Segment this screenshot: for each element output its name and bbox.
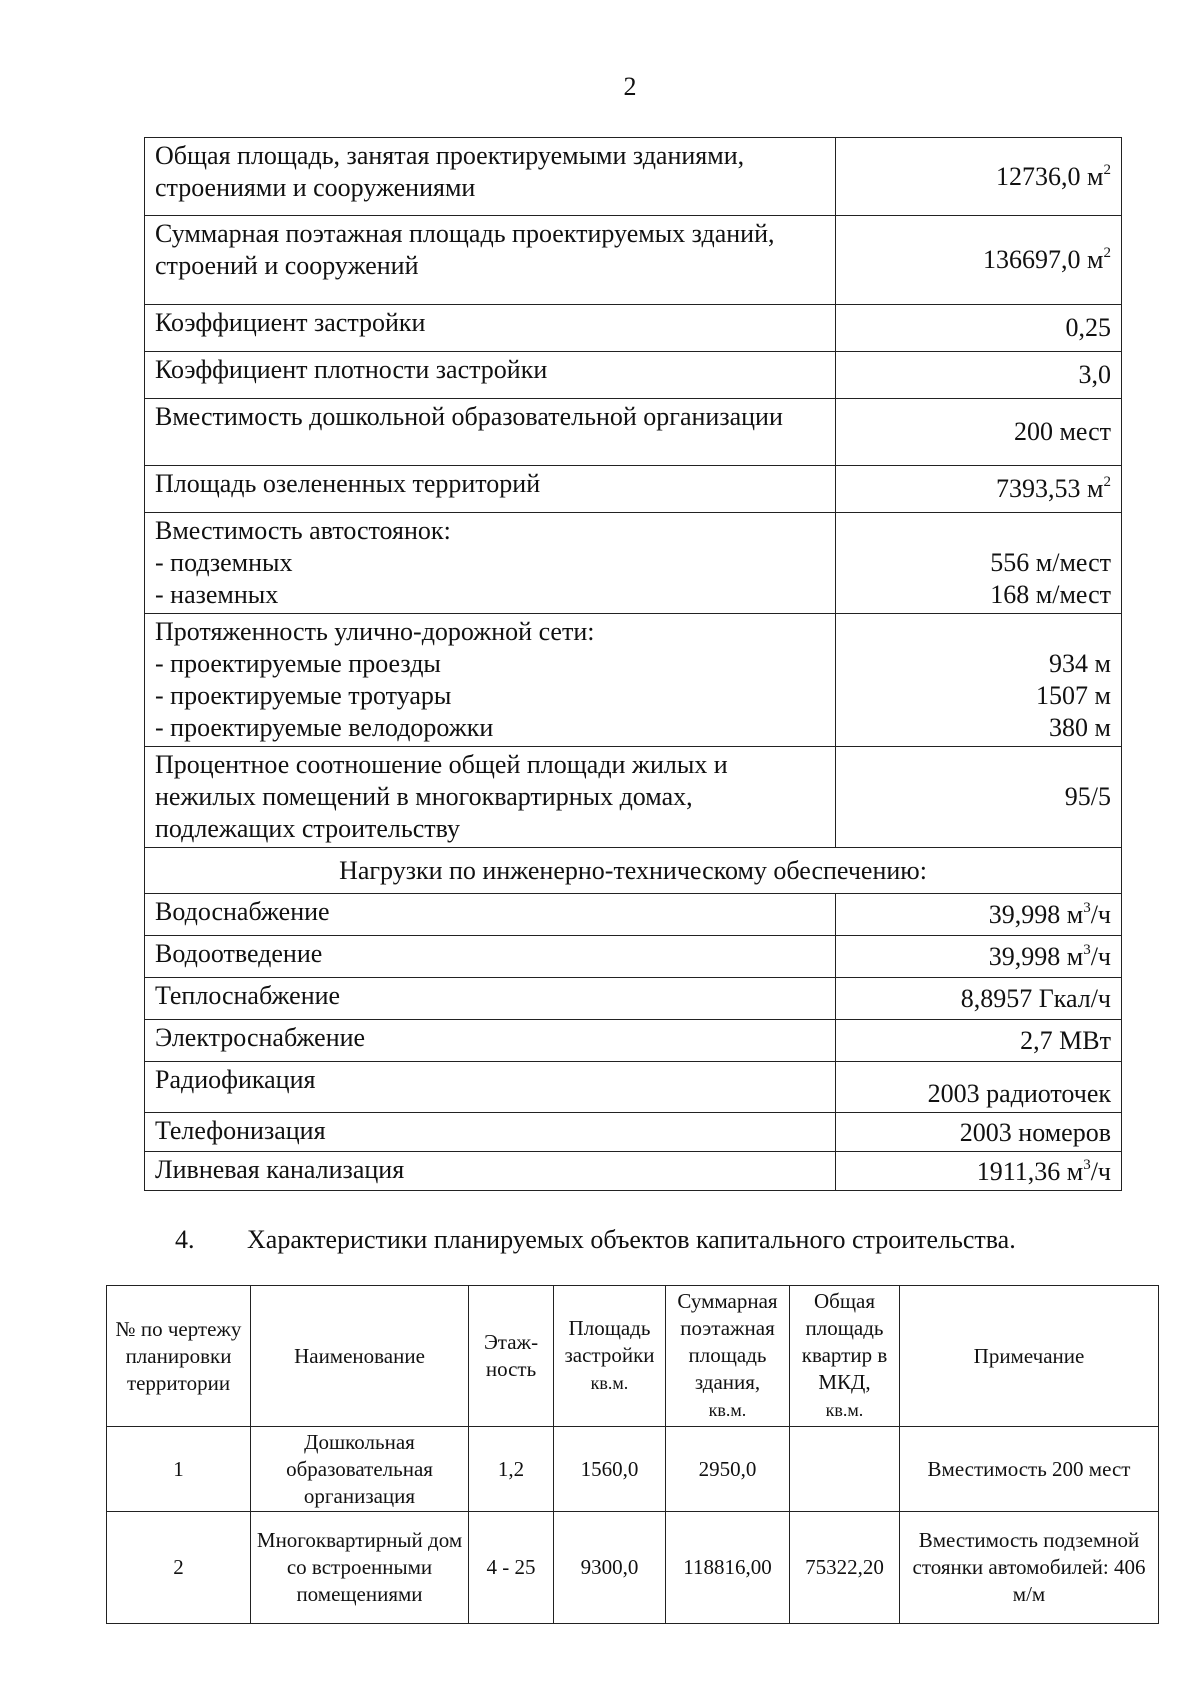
table-row xyxy=(145,978,1122,1020)
row-label: Теплоснабжение xyxy=(145,978,836,1020)
table-header-row xyxy=(107,1286,1159,1427)
table-row xyxy=(145,747,1122,848)
table-row xyxy=(145,1152,1122,1191)
row-label: Ливневая канализация xyxy=(145,1152,836,1191)
loads-heading: Нагрузки по инженерно-техническому обеспечению: xyxy=(145,848,1122,894)
parking-title: Вместимость автостоянок: xyxy=(155,516,451,545)
roads-item-value: 934 м xyxy=(1049,649,1111,678)
summary-table xyxy=(144,137,1122,1191)
row-label: Суммарная поэтажная площадь проектируемых зданий, строений и сооружений xyxy=(145,216,836,305)
roads-item-label: - проектируемые проезды xyxy=(155,649,441,678)
cell-total: 118816,00 xyxy=(666,1512,790,1624)
roads-item-label: - проектируемые велодорожки xyxy=(155,713,494,742)
cell-total: 2950,0 xyxy=(666,1427,790,1512)
table-row xyxy=(145,936,1122,978)
section-heading xyxy=(175,1225,1016,1255)
cell-floors: 4 - 25 xyxy=(469,1512,554,1624)
table-row xyxy=(145,399,1122,466)
row-label: Коэффициент застройки xyxy=(145,305,836,352)
row-label: Телефонизация xyxy=(145,1113,836,1152)
row-value xyxy=(836,614,1122,747)
header-area: Площадь застройки кв.м. xyxy=(554,1286,666,1427)
table-row xyxy=(145,305,1122,352)
row-value: 7393,53 $м^2$ xyxy=(836,466,1122,513)
table-row xyxy=(145,1062,1122,1113)
table-row xyxy=(145,1020,1122,1062)
row-label: Вместимость дошкольной образовательной организации xyxy=(145,399,836,466)
table-row-roads xyxy=(145,614,1122,747)
row-value: 2003 номеров xyxy=(836,1113,1122,1152)
cell-name: Дошкольная образовательная организация xyxy=(251,1427,469,1512)
row-label: Радиофикация xyxy=(145,1062,836,1113)
row-label: Коэффициент плотности застройки xyxy=(145,352,836,399)
row-value: 1911,36 $м^3/ч$ xyxy=(836,1152,1122,1191)
row-label: Процентное соотношение общей площади жилых и нежилых помещений в многоквартирных домах, подлежащих строительству xyxy=(145,747,836,848)
row-label: Водоснабжение xyxy=(145,894,836,936)
cell-name: Многоквартирный дом со встроенными помещениями xyxy=(251,1512,469,1624)
row-value: 200 мест xyxy=(836,399,1122,466)
table-row xyxy=(145,138,1122,216)
table-row xyxy=(107,1427,1159,1512)
row-value: 136697,0 $м^2$ xyxy=(836,216,1122,305)
row-value xyxy=(836,513,1122,614)
cell-area: 9300,0 xyxy=(554,1512,666,1624)
row-value: 0,25 xyxy=(836,305,1122,352)
header-floors: Этаж-ность xyxy=(469,1286,554,1427)
table-row xyxy=(145,216,1122,305)
row-value: 39,998 $м^3/ч$ xyxy=(836,936,1122,978)
row-value: 2,7 МВт xyxy=(836,1020,1122,1062)
row-value: 2003 радиоточек xyxy=(836,1062,1122,1113)
row-value: 95/5 xyxy=(836,747,1122,848)
section-title: Характеристики планируемых объектов капитального строительства. xyxy=(247,1225,1016,1254)
header-apts: Общая площадь квартир в МКД, кв.м. xyxy=(790,1286,900,1427)
cell-apts: 75322,20 xyxy=(790,1512,900,1624)
header-num: № по чертежу планировки территории xyxy=(107,1286,251,1427)
cell-note: Вместимость 200 мест xyxy=(900,1427,1159,1512)
table-row xyxy=(107,1512,1159,1624)
roads-item-value: 1507 м xyxy=(1036,681,1111,710)
row-value: 39,998 $м^3/ч$ xyxy=(836,894,1122,936)
cell-num: 1 xyxy=(107,1427,251,1512)
header-total: Суммарная поэтажная площадь здания, кв.м. xyxy=(666,1286,790,1427)
roads-title: Протяженность улично-дорожной сети: xyxy=(155,617,595,646)
row-label xyxy=(145,614,836,747)
parking-item-label: - подземных xyxy=(155,548,293,577)
row-value: 3,0 xyxy=(836,352,1122,399)
page-number: 2 xyxy=(623,72,637,101)
parking-item-value: 168 м/мест xyxy=(990,580,1111,609)
roads-item-value: 380 м xyxy=(1049,713,1111,742)
table-row-parking xyxy=(145,513,1122,614)
table-row xyxy=(145,352,1122,399)
table-row xyxy=(145,894,1122,936)
table-row xyxy=(145,1113,1122,1152)
section-number: 4. xyxy=(175,1225,195,1254)
row-label: Общая площадь, занятая проектируемыми зданиями, строениями и сооружениями xyxy=(145,138,836,216)
header-note: Примечание xyxy=(900,1286,1159,1427)
cell-note: Вместимость подземной стоянки автомобилей: 406 м/м xyxy=(900,1512,1159,1624)
cell-floors: 1,2 xyxy=(469,1427,554,1512)
row-label: Водоотведение xyxy=(145,936,836,978)
section-row xyxy=(145,848,1122,894)
table-row xyxy=(145,466,1122,513)
cell-num: 2 xyxy=(107,1512,251,1624)
cell-apts xyxy=(790,1427,900,1512)
parking-item-label: - наземных xyxy=(155,580,279,609)
row-label: Площадь озелененных территорий xyxy=(145,466,836,513)
cell-area: 1560,0 xyxy=(554,1427,666,1512)
row-value: 12736,0 $м^2$ xyxy=(836,138,1122,216)
header-name: Наименование xyxy=(251,1286,469,1427)
parking-item-value: 556 м/мест xyxy=(990,548,1111,577)
row-label xyxy=(145,513,836,614)
row-value: 8,8957 Гкал/ч xyxy=(836,978,1122,1020)
objects-table xyxy=(106,1285,1159,1624)
roads-item-label: - проектируемые тротуары xyxy=(155,681,452,710)
row-label: Электроснабжение xyxy=(145,1020,836,1062)
